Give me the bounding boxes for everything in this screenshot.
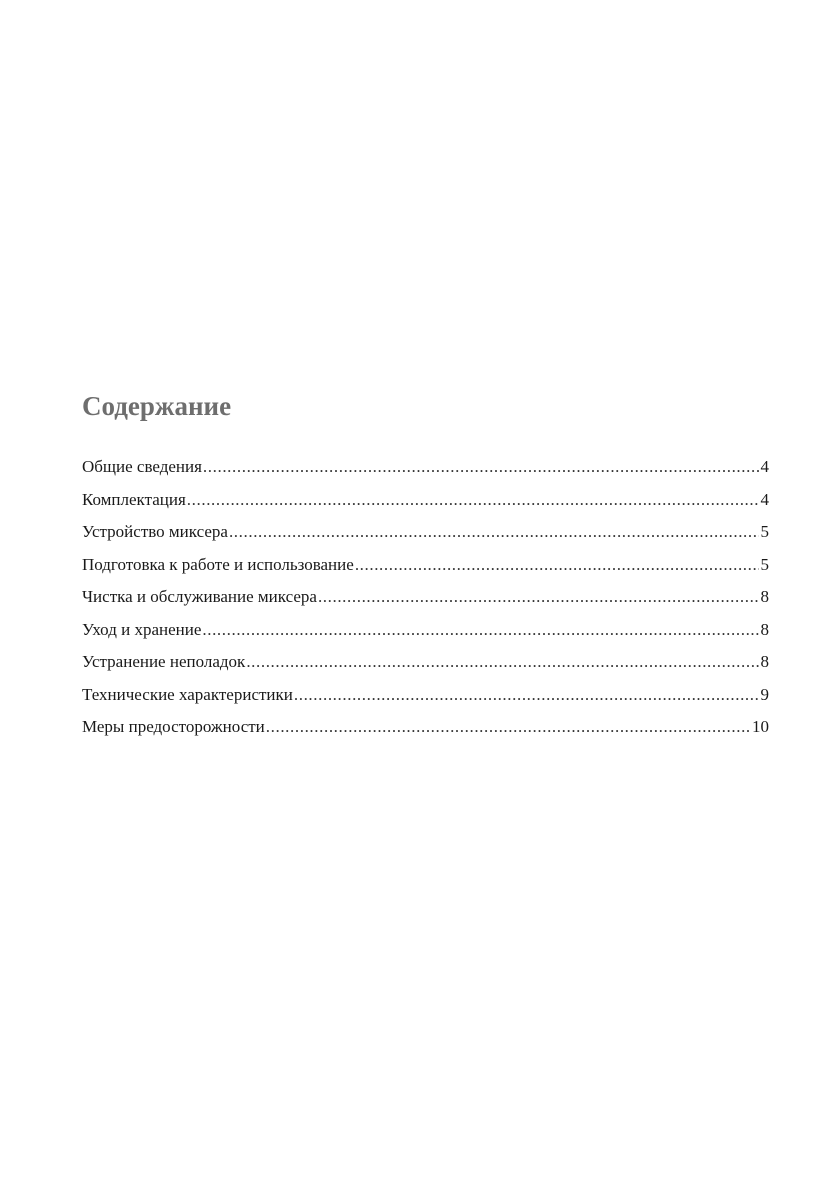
toc-dot-leader [187,488,759,512]
toc-entry-label: Общие сведения [82,457,202,476]
toc-entry-label: Уход и хранение [82,619,202,639]
toc-list [82,455,769,748]
toc-dot-leader [246,650,758,674]
toc-entry-label: Устранение неполадок [82,652,246,671]
toc-page-number: 5 [760,522,769,541]
table-of-contents [82,388,769,748]
toc-entry-label: Технические характеристики [82,684,293,704]
toc-entry-safety-precautions[interactable] [82,715,769,748]
toc-dot-leader [294,683,759,707]
toc-page-number: 9 [760,684,769,704]
toc-entry-label: Чистка и обслуживание миксера [82,587,317,606]
toc-dot-leader [355,553,759,577]
toc-page-number: 4 [760,489,769,509]
toc-page-number: 10 [752,717,769,736]
toc-entry-care-and-storage[interactable] [82,618,769,651]
toc-page-number: 5 [760,554,769,574]
toc-entry-label: Подготовка к работе и использование [82,554,354,574]
toc-entry-mixer-design[interactable] [82,520,769,553]
page-title: Содержание [82,391,232,421]
toc-entry-cleaning-and-maintenance[interactable] [82,585,769,618]
toc-entry-general-info[interactable] [82,455,769,488]
toc-entry-preparation-and-use[interactable] [82,553,769,586]
toc-entry-specifications[interactable] [82,683,769,716]
toc-page-number: 8 [760,652,769,671]
toc-dot-leader [202,618,758,642]
toc-entry-label: Устройство миксера [82,522,228,541]
toc-dot-leader [318,585,759,609]
toc-dot-leader [203,455,759,479]
toc-dot-leader [229,520,759,544]
toc-entry-label: Меры предосторожности [82,717,265,736]
toc-page-number: 8 [760,587,769,606]
toc-page-number: 4 [760,457,769,476]
toc-page-number: 8 [760,619,769,639]
toc-entry-package-contents[interactable] [82,488,769,521]
toc-entry-label: Комплектация [82,489,186,509]
toc-dot-leader [266,715,750,739]
toc-entry-troubleshooting[interactable] [82,650,769,683]
